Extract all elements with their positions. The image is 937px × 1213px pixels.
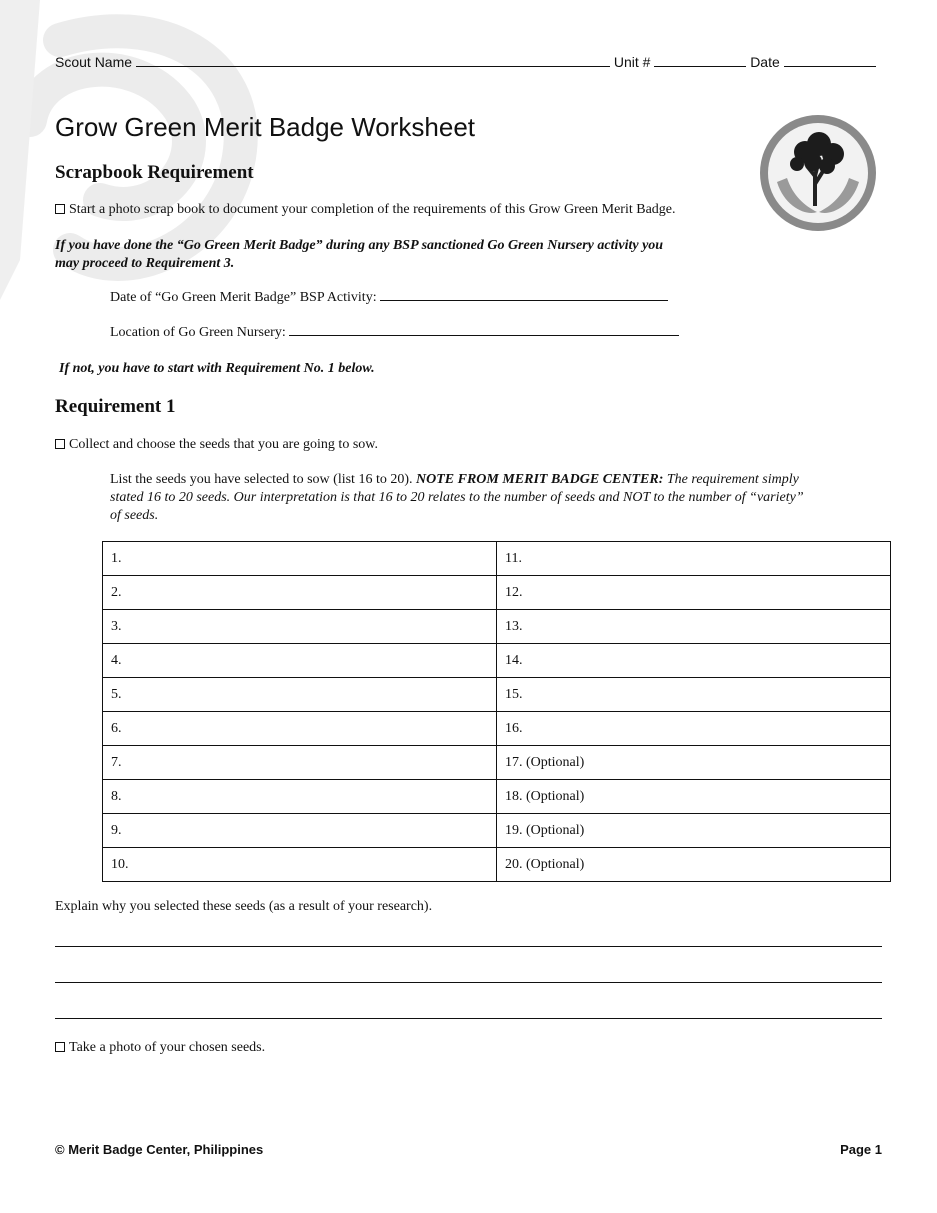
photo-item [55, 1040, 265, 1056]
list-intro: List the seeds you have selected to sow (list 16 to 20). [110, 472, 413, 487]
seed-entry-cell[interactable]: 6. [103, 712, 497, 746]
table-row [103, 610, 891, 644]
checkbox-icon[interactable] [55, 204, 65, 214]
activity-date-label: Date of “Go Green Merit Badge” BSP Activity: [110, 290, 377, 305]
table-row [103, 848, 891, 882]
explain-answer-line-3[interactable] [55, 1018, 882, 1019]
seed-list-instructions [110, 471, 885, 525]
merit-badge-logo [757, 112, 879, 234]
checkbox-icon[interactable] [55, 439, 65, 449]
seed-entry-cell[interactable]: 11. [497, 542, 891, 576]
unit-field[interactable] [654, 66, 746, 67]
explain-answer-line-2[interactable] [55, 982, 882, 983]
seed-entry-cell[interactable]: 3. [103, 610, 497, 644]
seed-entry-cell[interactable]: 2. [103, 576, 497, 610]
requirement1-item-text: Collect and choose the seeds that you are going to sow. [69, 437, 378, 452]
scrapbook-note-line1: If you have done the “Go Green Merit Badge” during any BSP sanctioned Go Green Nursery activity you [55, 238, 664, 253]
date-label: Date [750, 54, 780, 70]
nursery-location-row [110, 325, 679, 341]
seed-entry-cell[interactable]: 17. (Optional) [497, 746, 891, 780]
seed-entry-cell[interactable]: 16. [497, 712, 891, 746]
seed-entry-cell[interactable]: 18. (Optional) [497, 780, 891, 814]
seed-entry-cell[interactable]: 12. [497, 576, 891, 610]
scout-name-field[interactable] [136, 66, 610, 67]
table-row [103, 780, 891, 814]
note-text-line3: of seeds. [110, 508, 159, 523]
scrapbook-item [55, 202, 676, 218]
table-row [103, 644, 891, 678]
seed-entry-cell[interactable]: 1. [103, 542, 497, 576]
seed-list-table [102, 541, 891, 882]
seed-entry-cell[interactable]: 15. [497, 678, 891, 712]
seed-list-body [103, 542, 891, 882]
table-row [103, 746, 891, 780]
note-label: NOTE FROM MERIT BADGE CENTER: [416, 472, 664, 487]
seed-entry-cell[interactable]: 7. [103, 746, 497, 780]
seed-entry-cell[interactable]: 13. [497, 610, 891, 644]
seed-entry-cell[interactable]: 20. (Optional) [497, 848, 891, 882]
nursery-location-label: Location of Go Green Nursery: [110, 325, 286, 340]
scrapbook-heading: Scrapbook Requirement [55, 162, 254, 183]
explain-answer-line-1[interactable] [55, 946, 882, 947]
table-row [103, 712, 891, 746]
date-field[interactable] [784, 66, 876, 67]
photo-item-text: Take a photo of your chosen seeds. [69, 1040, 266, 1055]
checkbox-icon[interactable] [55, 1042, 65, 1052]
unit-label: Unit # [613, 54, 651, 70]
seed-entry-cell[interactable]: 5. [103, 678, 497, 712]
seed-entry-cell[interactable]: 14. [497, 644, 891, 678]
header-fields [55, 54, 885, 70]
note-text-line1: The requirement simply [666, 472, 799, 487]
footer-page-number: Page 1 [840, 1142, 882, 1157]
scout-name-label: Scout Name [55, 54, 133, 70]
seed-entry-cell[interactable]: 9. [103, 814, 497, 848]
seed-entry-cell[interactable]: 4. [103, 644, 497, 678]
if-not-note: If not, you have to start with Requirement No. 1 below. [59, 361, 375, 376]
nursery-location-field[interactable] [289, 335, 679, 336]
scrapbook-item-text: Start a photo scrap book to document your completion of the requirements of this Grow Green Merit Badge. [69, 202, 676, 217]
table-row [103, 678, 891, 712]
requirement1-heading: Requirement 1 [55, 396, 176, 417]
table-row [103, 542, 891, 576]
seed-entry-cell[interactable]: 10. [103, 848, 497, 882]
explain-prompt: Explain why you selected these seeds (as a result of your research). [55, 899, 433, 914]
seed-entry-cell[interactable]: 8. [103, 780, 497, 814]
activity-date-row [110, 290, 668, 306]
requirement1-item [55, 437, 378, 453]
table-row [103, 576, 891, 610]
activity-date-field[interactable] [380, 300, 668, 301]
footer-copyright: © Merit Badge Center, Philippines [55, 1142, 264, 1157]
table-row [103, 814, 891, 848]
scrapbook-note [55, 237, 663, 273]
scrapbook-note-line2: may proceed to Requirement 3. [55, 256, 235, 271]
page-title: Grow Green Merit Badge Worksheet [55, 112, 476, 142]
note-text-line2: stated 16 to 20 seeds. Our interpretation is that 16 to 20 relates to the number of seeds and NOT to the number of “variety” [110, 490, 804, 505]
seed-entry-cell[interactable]: 19. (Optional) [497, 814, 891, 848]
